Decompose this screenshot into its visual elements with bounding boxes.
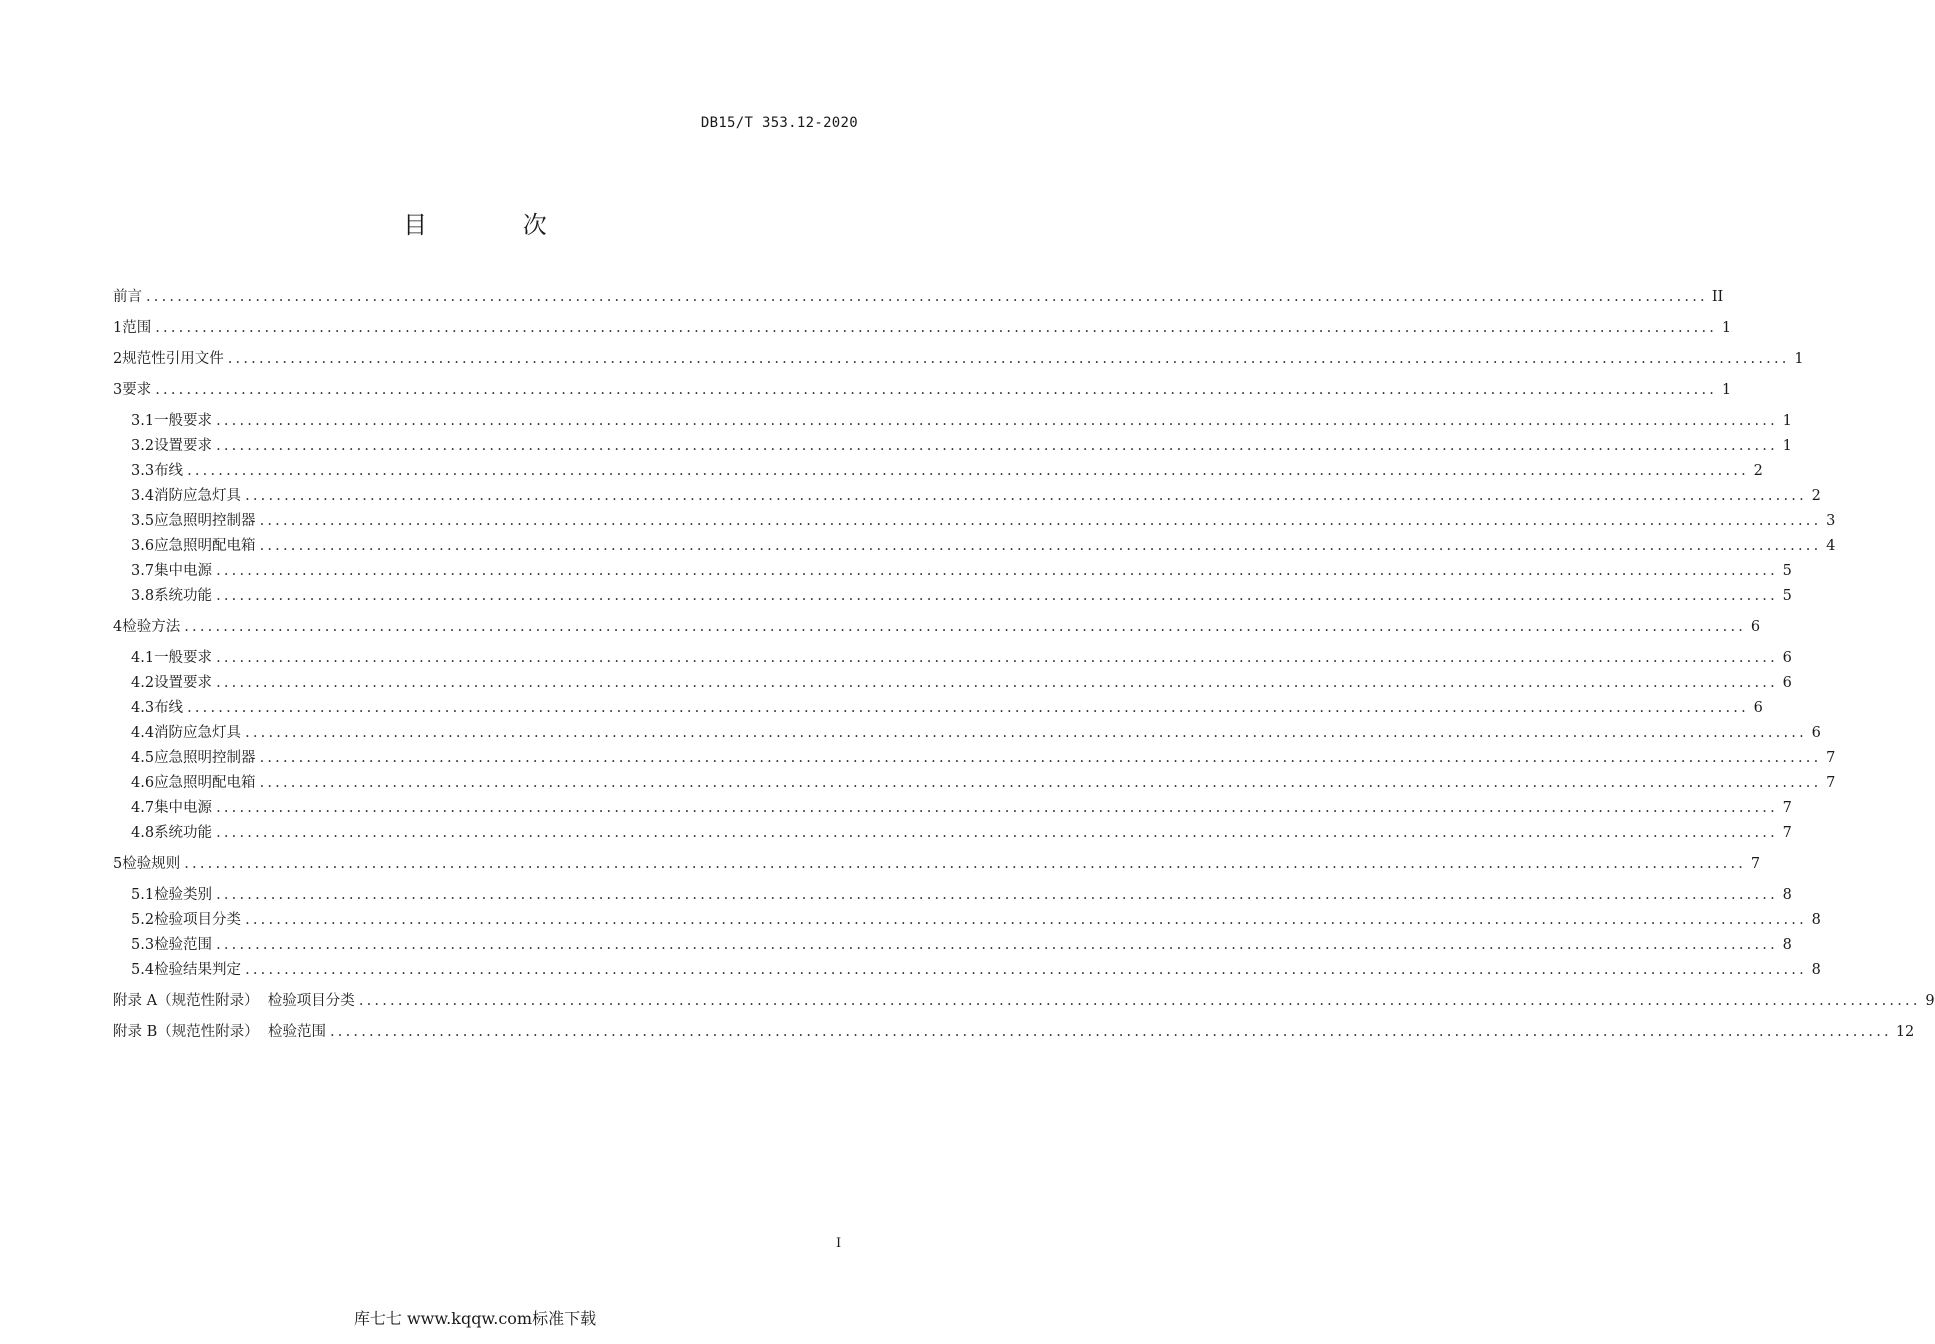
toc-entry-page: 6	[1782, 650, 1792, 666]
toc-entry-page: 7	[1826, 750, 1836, 766]
toc-entry-number: 3.2	[131, 438, 155, 454]
toc-entry[interactable]	[113, 672, 1792, 694]
toc-entry-page: 5	[1782, 563, 1792, 579]
toc-entry[interactable]	[113, 410, 1792, 432]
toc-leader-dots: ........................................................................................................................................................................................................	[245, 725, 1807, 741]
toc-entry[interactable]	[113, 647, 1792, 669]
toc-leader-dots: ........................................................................................................................................................................................................	[358, 993, 1921, 1009]
toc-entry[interactable]	[113, 535, 1836, 557]
toc-entry-number: 4.7	[131, 800, 155, 816]
toc-leader-dots: ........................................................................................................................................................................................................	[187, 463, 1749, 479]
toc-leader-dots: ........................................................................................................................................................................................................	[216, 438, 1778, 454]
toc-entry-label: 应急照明配电箱	[154, 775, 256, 791]
toc-entry[interactable]	[113, 379, 1732, 401]
toc-leader-dots: ........................................................................................................................................................................................................	[216, 825, 1778, 841]
toc-entry-page: 1	[1721, 382, 1732, 398]
toc-entry-page: 12	[1895, 1024, 1915, 1040]
toc-entry-label: 应急照明控制器	[154, 750, 256, 766]
toc-entry[interactable]	[113, 460, 1763, 482]
toc-entry[interactable]	[113, 435, 1792, 457]
toc-entry-label: 一般要求	[154, 650, 213, 666]
toc-entry-page: 8	[1811, 912, 1821, 928]
toc-entry[interactable]	[113, 959, 1821, 981]
toc-entry[interactable]	[113, 853, 1761, 875]
toc-entry-label: 布线	[154, 700, 184, 716]
toc-leader-dots: ........................................................................................................................................................................................................	[259, 750, 1822, 766]
toc-entry-number: 3.5	[131, 513, 155, 529]
toc-entry[interactable]	[113, 747, 1836, 769]
toc-entry-label: 检验类别	[154, 887, 213, 903]
toc-entry-page: 5	[1782, 588, 1792, 604]
toc-entry-page: 1	[1782, 438, 1792, 454]
toc-leader-dots: ........................................................................................................................................................................................................	[187, 700, 1749, 716]
toc-entry-page: 4	[1826, 538, 1836, 554]
toc-leader-dots: ........................................................................................................................................................................................................	[216, 650, 1778, 666]
toc-entry-label: 要求	[122, 382, 152, 398]
toc-entry-number: 3.3	[131, 463, 155, 479]
toc-entry-page: 6	[1782, 675, 1792, 691]
toc-entry-page: 1	[1782, 413, 1792, 429]
toc-entry-number: 4.2	[131, 675, 155, 691]
toc-entry-number: 5.1	[131, 887, 155, 903]
toc-entry-number: 5	[113, 856, 123, 872]
toc-leader-dots: ........................................................................................................................................................................................................	[216, 937, 1778, 953]
toc-entry-number: 5.3	[131, 937, 155, 953]
toc-entry-label: 附录 A（规范性附录） 检验项目分类	[113, 993, 355, 1009]
toc-entry-label: 设置要求	[154, 675, 213, 691]
document-code: DB15/T 353.12-2020	[700, 115, 858, 131]
toc-entry-label: 检验方法	[122, 619, 181, 635]
toc-entry-page: 7	[1750, 856, 1761, 872]
toc-leader-dots: ........................................................................................................................................................................................................	[259, 775, 1822, 791]
toc-entry-page: II	[1711, 289, 1724, 305]
toc-entry-number: 3.6	[131, 538, 155, 554]
toc-entry-label: 系统功能	[154, 825, 213, 841]
toc-entry[interactable]	[113, 510, 1836, 532]
toc-entry[interactable]	[113, 286, 1724, 308]
toc-entry-number: 4	[113, 619, 123, 635]
toc-entry-number: 5.2	[131, 912, 155, 928]
toc-leader-dots: ........................................................................................................................................................................................................	[245, 912, 1807, 928]
toc-entry-label: 范围	[122, 320, 152, 336]
toc-leader-dots: ........................................................................................................................................................................................................	[184, 856, 1747, 872]
toc-entry[interactable]	[113, 348, 1804, 370]
toc-entry-page: 2	[1811, 488, 1821, 504]
toc-entry-number: 2	[113, 351, 123, 367]
toc-entry-page: 3	[1826, 513, 1836, 529]
toc-entry-number: 4.5	[131, 750, 155, 766]
toc-entry[interactable]	[113, 909, 1821, 931]
toc-entry-label: 检验项目分类	[154, 912, 242, 928]
toc-leader-dots: ........................................................................................................................................................................................................	[245, 488, 1807, 504]
toc-leader-dots: ........................................................................................................................................................................................................	[259, 513, 1822, 529]
page-title: 目 次	[403, 211, 591, 239]
toc-entry-number: 4.4	[131, 725, 155, 741]
toc-entry-label: 布线	[154, 463, 184, 479]
toc-entry-page: 2	[1753, 463, 1763, 479]
toc-entry-number: 4.3	[131, 700, 155, 716]
toc-entry[interactable]	[113, 884, 1792, 906]
toc-entry-label: 消防应急灯具	[154, 725, 242, 741]
toc-entry-label: 设置要求	[154, 438, 213, 454]
toc-entry-number: 3.7	[131, 563, 155, 579]
toc-entry-number: 4.1	[131, 650, 155, 666]
toc-leader-dots: ........................................................................................................................................................................................................	[216, 675, 1778, 691]
toc-entry[interactable]	[113, 822, 1792, 844]
toc-leader-dots: ........................................................................................................................................................................................................	[259, 538, 1822, 554]
toc-entry-label: 一般要求	[154, 413, 213, 429]
watermark: 库七七 www.kqqw.com标准下载	[353, 1309, 597, 1328]
toc-leader-dots: ........................................................................................................................................................................................................	[146, 289, 1708, 305]
toc-entry-page: 8	[1811, 962, 1821, 978]
toc-entry-label: 检验规则	[122, 856, 181, 872]
toc-entry-number: 3.4	[131, 488, 155, 504]
toc-leader-dots: ........................................................................................................................................................................................................	[216, 563, 1778, 579]
toc-leader-dots: ........................................................................................................................................................................................................	[216, 413, 1778, 429]
toc-entry-page: 7	[1826, 775, 1836, 791]
toc-entry-number: 1	[113, 320, 123, 336]
toc-leader-dots: ........................................................................................................................................................................................................	[216, 588, 1778, 604]
toc-entry-number: 3.8	[131, 588, 155, 604]
toc-entry-page: 8	[1782, 887, 1792, 903]
toc-entry-page: 1	[1794, 351, 1804, 367]
toc-leader-dots: ........................................................................................................................................................................................................	[216, 887, 1778, 903]
toc-entry-page: 9	[1925, 993, 1935, 1009]
toc-entry[interactable]	[113, 697, 1763, 719]
toc-entry-page: 1	[1721, 320, 1732, 336]
toc-leader-dots: ........................................................................................................................................................................................................	[155, 382, 1718, 398]
toc-entry-label: 系统功能	[154, 588, 213, 604]
toc-entry-label: 前言	[113, 289, 142, 305]
toc-entry-label: 规范性引用文件	[122, 351, 224, 367]
toc-entry[interactable]	[113, 485, 1821, 507]
toc-entry[interactable]	[113, 990, 1935, 1012]
toc-entry-label: 附录 B（规范性附录） 检验范围	[113, 1024, 326, 1040]
toc-leader-dots: ........................................................................................................................................................................................................	[216, 800, 1778, 816]
toc-entry-label: 集中电源	[154, 800, 213, 816]
toc-entry[interactable]	[113, 560, 1792, 582]
toc-entry-label: 检验范围	[154, 937, 213, 953]
toc-entry[interactable]	[113, 616, 1761, 638]
toc-entry[interactable]	[113, 1021, 1915, 1043]
toc-entry-page: 6	[1750, 619, 1761, 635]
footer-page-number: I	[836, 1236, 842, 1251]
toc-leader-dots: ........................................................................................................................................................................................................	[227, 351, 1790, 367]
toc-entry-page: 8	[1782, 937, 1792, 953]
toc-entry-label: 应急照明控制器	[154, 513, 256, 529]
toc-entry[interactable]	[113, 722, 1821, 744]
toc-entry-page: 6	[1753, 700, 1763, 716]
toc-entry[interactable]	[113, 772, 1836, 794]
toc-entry-page: 7	[1782, 800, 1792, 816]
toc-leader-dots: ........................................................................................................................................................................................................	[184, 619, 1747, 635]
toc-entry-number: 3.1	[131, 413, 155, 429]
toc-entry-label: 应急照明配电箱	[154, 538, 256, 554]
toc-entry[interactable]	[113, 934, 1792, 956]
toc-entry-number: 4.6	[131, 775, 155, 791]
toc-entry-number: 3	[113, 382, 123, 398]
toc-entry-page: 7	[1782, 825, 1792, 841]
toc-entry[interactable]	[113, 585, 1792, 607]
toc-entry[interactable]	[113, 797, 1792, 819]
toc-leader-dots: ........................................................................................................................................................................................................	[155, 320, 1718, 336]
toc-entry-label: 检验结果判定	[154, 962, 242, 978]
toc-entry[interactable]	[113, 317, 1732, 339]
toc-entry-number: 4.8	[131, 825, 155, 841]
toc-entry-label: 消防应急灯具	[154, 488, 242, 504]
toc-leader-dots: ........................................................................................................................................................................................................	[329, 1024, 1892, 1040]
toc-entry-label: 集中电源	[154, 563, 213, 579]
toc-leader-dots: ........................................................................................................................................................................................................	[245, 962, 1807, 978]
toc-entry-page: 6	[1811, 725, 1821, 741]
toc-entry-number: 5.4	[131, 962, 155, 978]
